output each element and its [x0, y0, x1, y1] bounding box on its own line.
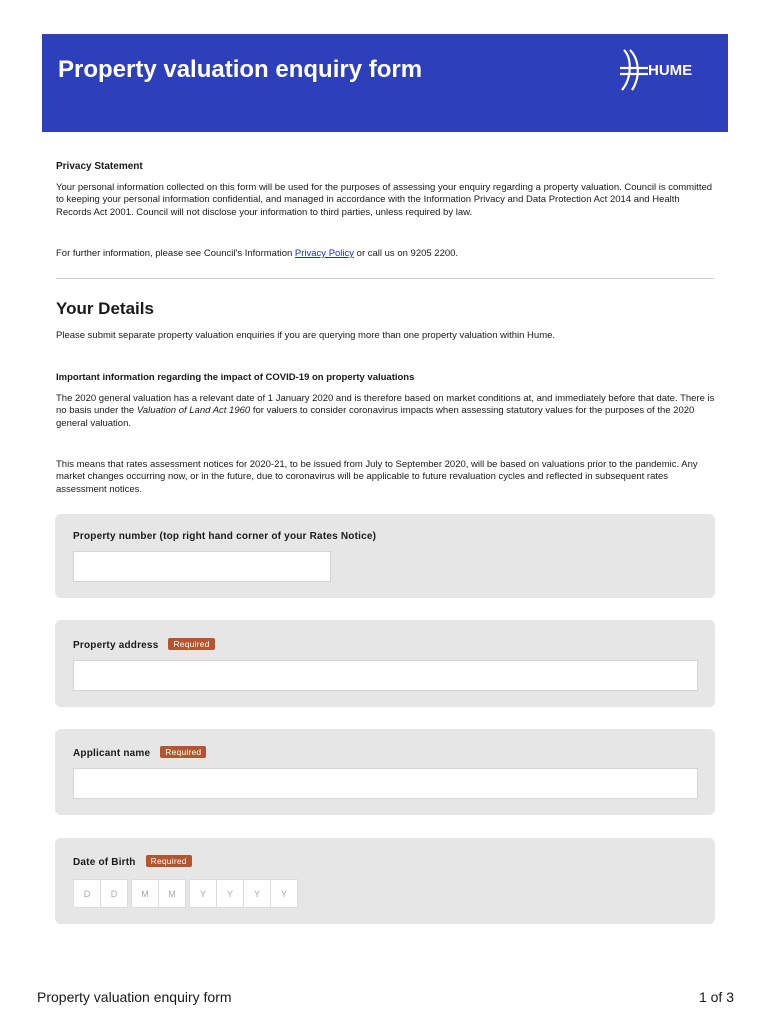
privacy-further-prefix: For further information, please see Council's Information	[56, 248, 295, 259]
section-divider	[56, 278, 714, 279]
dob-year-digit[interactable]: Y	[243, 879, 271, 908]
property-address-label-text: Property address	[73, 640, 159, 651]
date-of-birth-card	[55, 838, 715, 924]
covid-para1-end: for valuers to consider coronavirus impacts when assessing statutory values for the purposes of the 2020 general valuation.	[56, 405, 695, 429]
form-header	[42, 34, 728, 132]
covid-heading: Important information regarding the impact of COVID-19 on property valuations	[56, 372, 415, 383]
property-address-input[interactable]	[73, 660, 698, 691]
dob-year-digit[interactable]: Y	[216, 879, 244, 908]
required-badge: Required	[146, 855, 192, 867]
covid-paragraph-1	[56, 393, 716, 430]
dob-year-digit[interactable]: Y	[189, 879, 217, 908]
covid-para1-start: The 2020 general valuation has a relevant date of 1 January 2020 and is therefore based on market conditions at, and immediately before that date. There is no basis under the	[56, 393, 715, 417]
your-details-heading: Your Details	[56, 299, 154, 318]
logo-wordmark: HUME	[648, 62, 693, 79]
required-badge: Required	[168, 638, 214, 650]
privacy-further-info	[56, 248, 458, 259]
date-of-birth-label-text: Date of Birth	[73, 857, 136, 868]
covid-paragraph-2: This means that rates assessment notices for 2020-21, to be issued from July to September 2020, will be based on valuations prior to the pandemic. Any market changes occurring now, or in the future, due to coronavirus will be applicable to future revaluation cycles and reflected in subsequent rates assessment notices.	[56, 459, 698, 495]
dob-year-digit[interactable]: Y	[270, 879, 298, 908]
applicant-name-label-text: Applicant name	[73, 748, 151, 759]
dob-month-digit[interactable]: M	[131, 879, 159, 908]
property-address-label	[73, 638, 215, 651]
act-name: Valuation of Land Act 1960	[136, 405, 251, 417]
applicant-name-input[interactable]	[73, 768, 698, 799]
page-number: 1 of 3	[698, 989, 734, 1005]
applicant-name-label	[73, 746, 206, 759]
property-address-card	[55, 620, 715, 707]
details-note: Please submit separate property valuation enquiries if you are querying more than one property valuation within Hume.	[56, 330, 556, 341]
privacy-further-suffix: or call us on 9205 2200.	[354, 248, 459, 259]
dob-month-digit[interactable]: M	[158, 879, 186, 908]
dob-day-digit[interactable]: D	[100, 879, 128, 908]
property-number-card	[55, 514, 715, 598]
required-badge: Required	[160, 746, 206, 758]
date-of-birth-label	[73, 855, 192, 868]
property-number-input[interactable]	[73, 551, 331, 582]
privacy-heading: Privacy Statement	[56, 161, 143, 172]
form-title: Property valuation enquiry form	[58, 56, 423, 83]
dob-day-digit[interactable]: D	[73, 879, 101, 908]
privacy-policy-link[interactable]: Privacy Policy	[294, 248, 355, 259]
property-number-label	[73, 531, 376, 542]
privacy-body: Your personal information collected on this form will be used for the purposes of assessing your enquiry regarding a property valuation. Council is committed to keeping your personal information confidential, and managed in accordance with the Information Privacy and Data Protection Act 2014 and Health Records Act 2001. Council will not disclose your information to third parties, unless required by law.	[56, 182, 713, 218]
date-of-birth-input	[73, 879, 297, 908]
property-number-label-text: Property number (top right hand corner of your Rates Notice)	[73, 531, 377, 542]
footer-title: Property valuation enquiry form	[37, 989, 232, 1005]
hume-logo	[618, 48, 710, 94]
applicant-name-card	[55, 729, 715, 815]
